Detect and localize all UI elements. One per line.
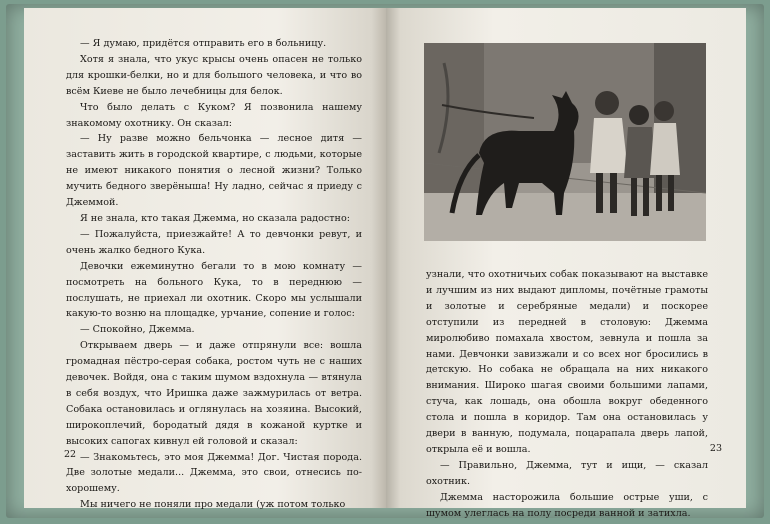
right-paragraph-1: узнали, что охотничьих собак показывают на выставке и лучшим из них выдают дипломы, почётные грамоты и золотые и серебряные медали) и поскорее отступили из передней в столовую: Джемма миролюбиво помахала хвостом, зевнула и пошла за нами. Девчонки завизжали и со всех ног бросились в детскую. Но собака не обращала на них никакого внимания. Широко шагая своими большими лапами, стуча, как лошадь, она обошла вокруг обеденного стола и пошла в коридор. Там она остановилась у двери в ванную, подумала, поцарапала дверь лапой, открыла её и вошла. <box>426 269 708 455</box>
right-paragraph-2: — Правильно, Джемма, тут и ищи, — сказал охотник. <box>426 459 708 487</box>
dog-illustration <box>424 43 706 241</box>
right-page-text <box>426 267 708 522</box>
left-paragraph-9: Открываем дверь — и даже отпрянули все: вошла громадная пёстро-серая собака, ростом чуть не с наших девочек. Войдя, она с таким шумом вздохнула — втянула в себя воздух, что Иришка даже зажмурилась от ветра. Собака остановилась и оглянулась на хозяина. Высокий, широкоплечий, бородатый дядя в кожаной куртке и высоких сапогах кивнул ей головой и сказал: <box>66 340 362 447</box>
left-paragraph-3: Что было делать с Куком? Я позвонила нашему знакомому охотнику. Он сказал: <box>66 101 362 129</box>
left-paragraph-7: Девочки ежеминутно бегали то в мою комнату — посмотреть на больного Кука, то в переднюю — послушать, не приехал ли охотник. Скоро мы услышали какую-то возню на площадке, урчание, сопение и голос: <box>66 260 362 320</box>
left-paragraph-2: Хотя я знала, что укус крысы очень опасен не только для крошки-белки, но и для большого человека, и что во всём Киеве не было лечебницы для белок. <box>66 53 362 97</box>
left-page-text <box>66 36 362 513</box>
right-paragraph-3: Джемма насторожила большие острые уши, с шумом улеглась на полу посреди ванной и затихла. <box>426 491 708 519</box>
left-paragraph-1: — Я думаю, придётся отправить его в больницу. <box>80 38 327 49</box>
left-page <box>24 8 386 511</box>
left-paragraph-6: — Пожалуйста, приезжайте! А то девчонки ревут, и очень жалко бедного Кука. <box>66 228 362 256</box>
right-page <box>386 8 746 519</box>
left-paragraph-8: — Спокойно, Джемма. <box>80 324 195 336</box>
left-paragraph-4: — Ну разве можно бельчонка — лесное дитя — заставить жить в городской квартире, с людьми, которые не имеют никакого понятия о лесной жизни? Только мучить бедного зверёныша! Ну ладно, сейчас я приеду с Джеммой. <box>66 133 362 209</box>
left-paragraph-11: Мы ничего не поняли про медали (уж потом только <box>80 499 346 511</box>
page-number-left: 22 <box>64 449 77 460</box>
page-number-right: 23 <box>709 443 722 454</box>
left-paragraph-10: — Знакомьтесь, это моя Джемма! Дог. Чистая порода. Две золотые медали... Джемма, это свои, отнесись по-хорошему. <box>66 451 362 495</box>
left-paragraph-5: Я не знала, кто такая Джемма, но сказала радостно: <box>80 212 350 224</box>
